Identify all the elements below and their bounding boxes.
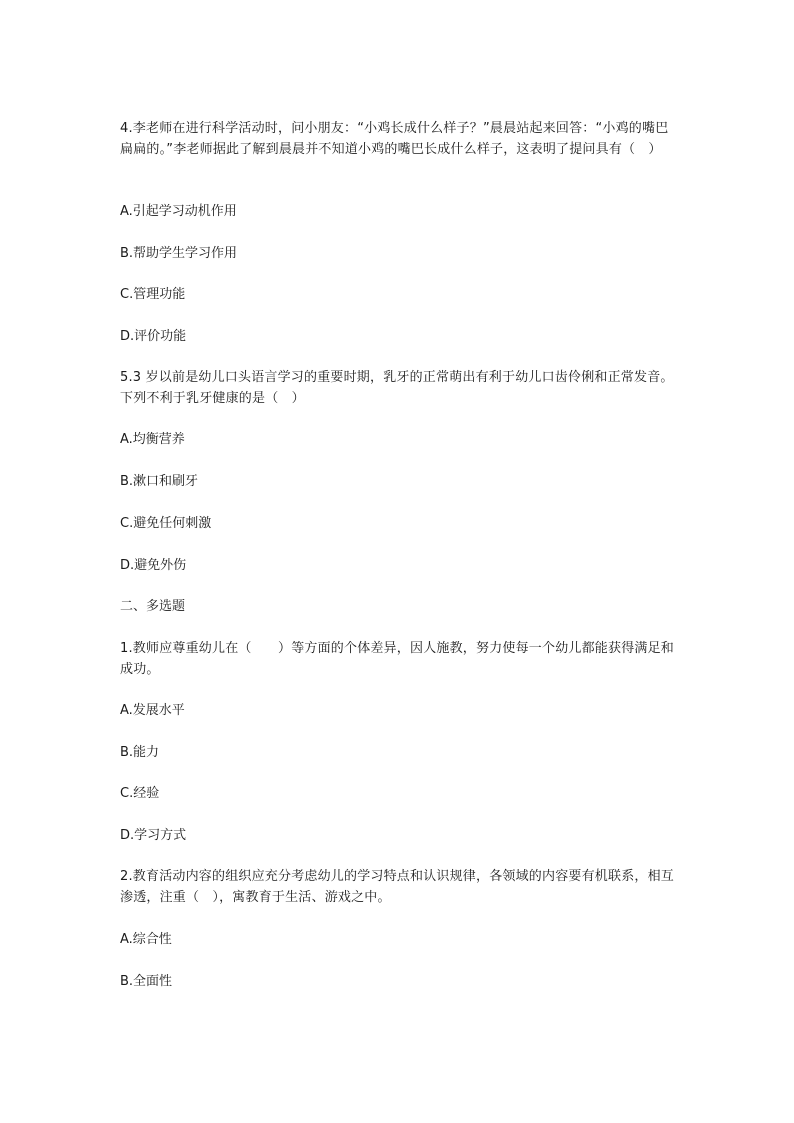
question-4-option-c: C.管理功能 (120, 287, 186, 302)
multi-question-2-option-a: A.综合性 (120, 932, 172, 947)
question-5-option-d: D.避免外伤 (120, 558, 187, 573)
multi-question-1-stem: 1.教师应尊重幼儿在（ ）等方面的个体差异，因人施教，努力使每一个幼儿都能获得满足和成功。 (120, 641, 675, 677)
question-4-option-b: B.帮助学生学习作用 (120, 246, 238, 261)
multi-question-1-option-c: C.经验 (120, 786, 160, 801)
multi-question-2-stem: 2.教育活动内容的组织应充分考虑幼儿的学习特点和认识规律，各领域的内容要有机联系，相互渗透，注重（ ），寓教育于生活、游戏之中。 (120, 869, 675, 905)
question-5-option-a: A.均衡营养 (120, 432, 185, 447)
multi-question-2-option-b: B.全面性 (120, 974, 173, 989)
multi-question-1-option-a: A.发展水平 (120, 703, 185, 718)
section-heading-multiple-choice: 二、多选题 (120, 599, 186, 614)
question-5-stem: 5.3 岁以前是幼儿口头语言学习的重要时期，乳牙的正常萌出有利于幼儿口齿伶俐和正常发音。下列不利于乳牙健康的是（ ） (120, 370, 674, 406)
question-4-option-d: D.评价功能 (120, 329, 187, 344)
question-4-option-a: A.引起学习动机作用 (120, 204, 237, 219)
question-5-option-c: C.避免任何刺激 (120, 516, 212, 531)
multi-question-1-option-b: B.能力 (120, 745, 160, 760)
question-4-stem: 4.李老师在进行科学活动时，问小朋友：“小鸡长成什么样子？”晨晨站起来回答：“小鸡的嘴巴扁扁的。”李老师据此了解到晨晨并不知道小鸡的嘴巴长成什么样子，这表明了提问具有（ ） (120, 121, 669, 157)
multi-question-1-option-d: D.学习方式 (120, 828, 187, 843)
question-5-option-b: B.漱口和刷牙 (120, 474, 199, 489)
